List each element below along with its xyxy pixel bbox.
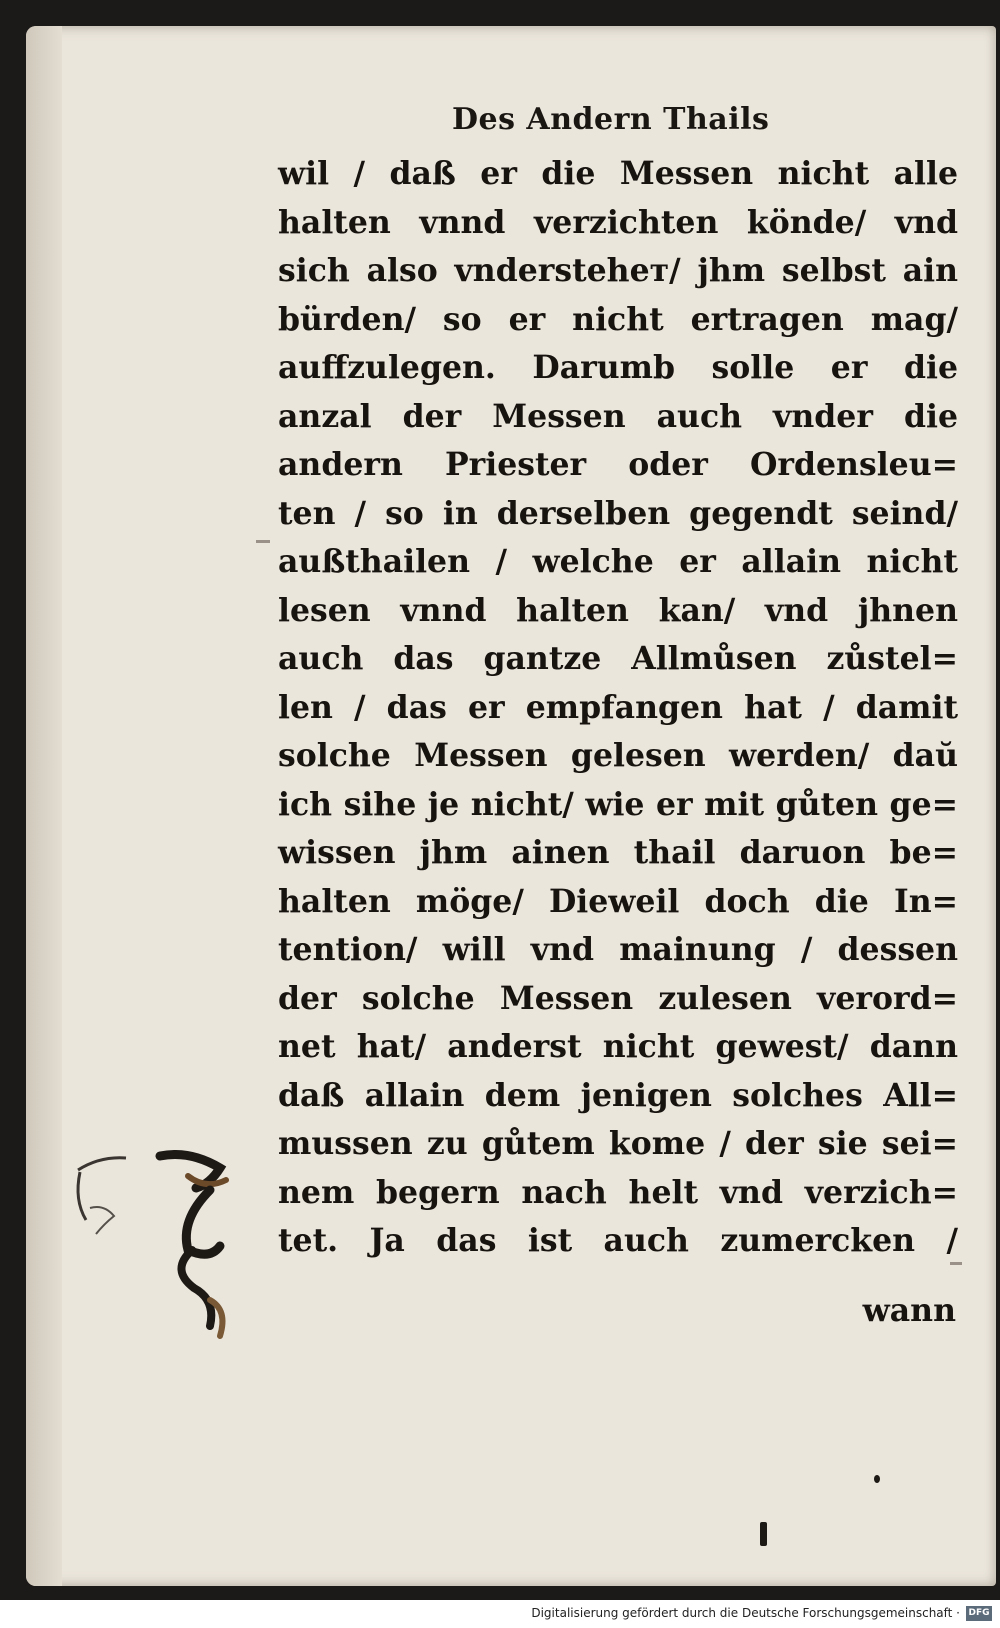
dfg-logo: DFG xyxy=(966,1606,992,1621)
page-edge xyxy=(26,26,62,1586)
running-head: Des Andern Thails xyxy=(452,102,770,137)
text-line: auffzulegen. Darumb solle er die xyxy=(278,349,958,386)
text-line: außthailen / welche er allain nicht xyxy=(278,543,958,580)
footer-credit: Digitalisierung gefördert durch die Deutsche Forschungsgemeinschaft · xyxy=(531,1606,960,1620)
text-block xyxy=(278,150,958,1266)
text-line: auch das gantze Allmůsen zůstel= xyxy=(278,640,958,677)
text-line: ich sihe je nicht/ wie er mit gůten ge= xyxy=(278,785,958,823)
text-line: andern Priester oder Ordensleu= xyxy=(278,446,958,483)
text-line: solche Messen gelesen werden/ daŭ xyxy=(278,737,958,774)
text-line: mussen zu gůtem kome / der sie sei= xyxy=(278,1125,958,1162)
text-line: halten möge/ Dieweil doch die In= xyxy=(278,882,958,920)
text-line: daß allain dem jenigen solches All= xyxy=(278,1076,958,1114)
catchword: wann xyxy=(862,1292,956,1329)
text-line: lesen vnnd halten kan/ vnd jhnen xyxy=(278,591,958,629)
text-line: bürden/ so er nicht ertragen mag/ xyxy=(278,300,958,338)
text-line: len / das er empfangen hat / damit xyxy=(278,688,958,726)
text-line: wissen jhm ainen thail daruon be= xyxy=(278,834,958,871)
pencil-mark xyxy=(950,1262,962,1265)
manuscript-margin-mark xyxy=(60,1150,270,1340)
text-line: anzal der Messen auch vnder die xyxy=(278,397,958,435)
text-line: der solche Messen zulesen verord= xyxy=(278,979,958,1017)
text-line: ten / so in derselben gegendt seind/ xyxy=(278,494,958,532)
text-line: net hat/ anderst nicht gewest/ dann xyxy=(278,1028,958,1065)
text-line: nem begern nach helt vnd verzich= xyxy=(278,1173,958,1211)
ink-spot xyxy=(874,1475,880,1483)
text-line: wil / daß er die Messen nicht alle xyxy=(278,155,958,192)
pencil-mark xyxy=(256,540,270,543)
text-line: sich also vndersteheт/ jhm selbst ain xyxy=(278,252,958,289)
text-line: halten vnnd verzichten könde/ vnd xyxy=(278,203,958,241)
text-line: tention/ will vnd mainung / dessen xyxy=(278,931,958,968)
text-line: tet. Ja das ist auch zumercken / xyxy=(278,1222,958,1259)
ink-spot xyxy=(760,1522,767,1546)
